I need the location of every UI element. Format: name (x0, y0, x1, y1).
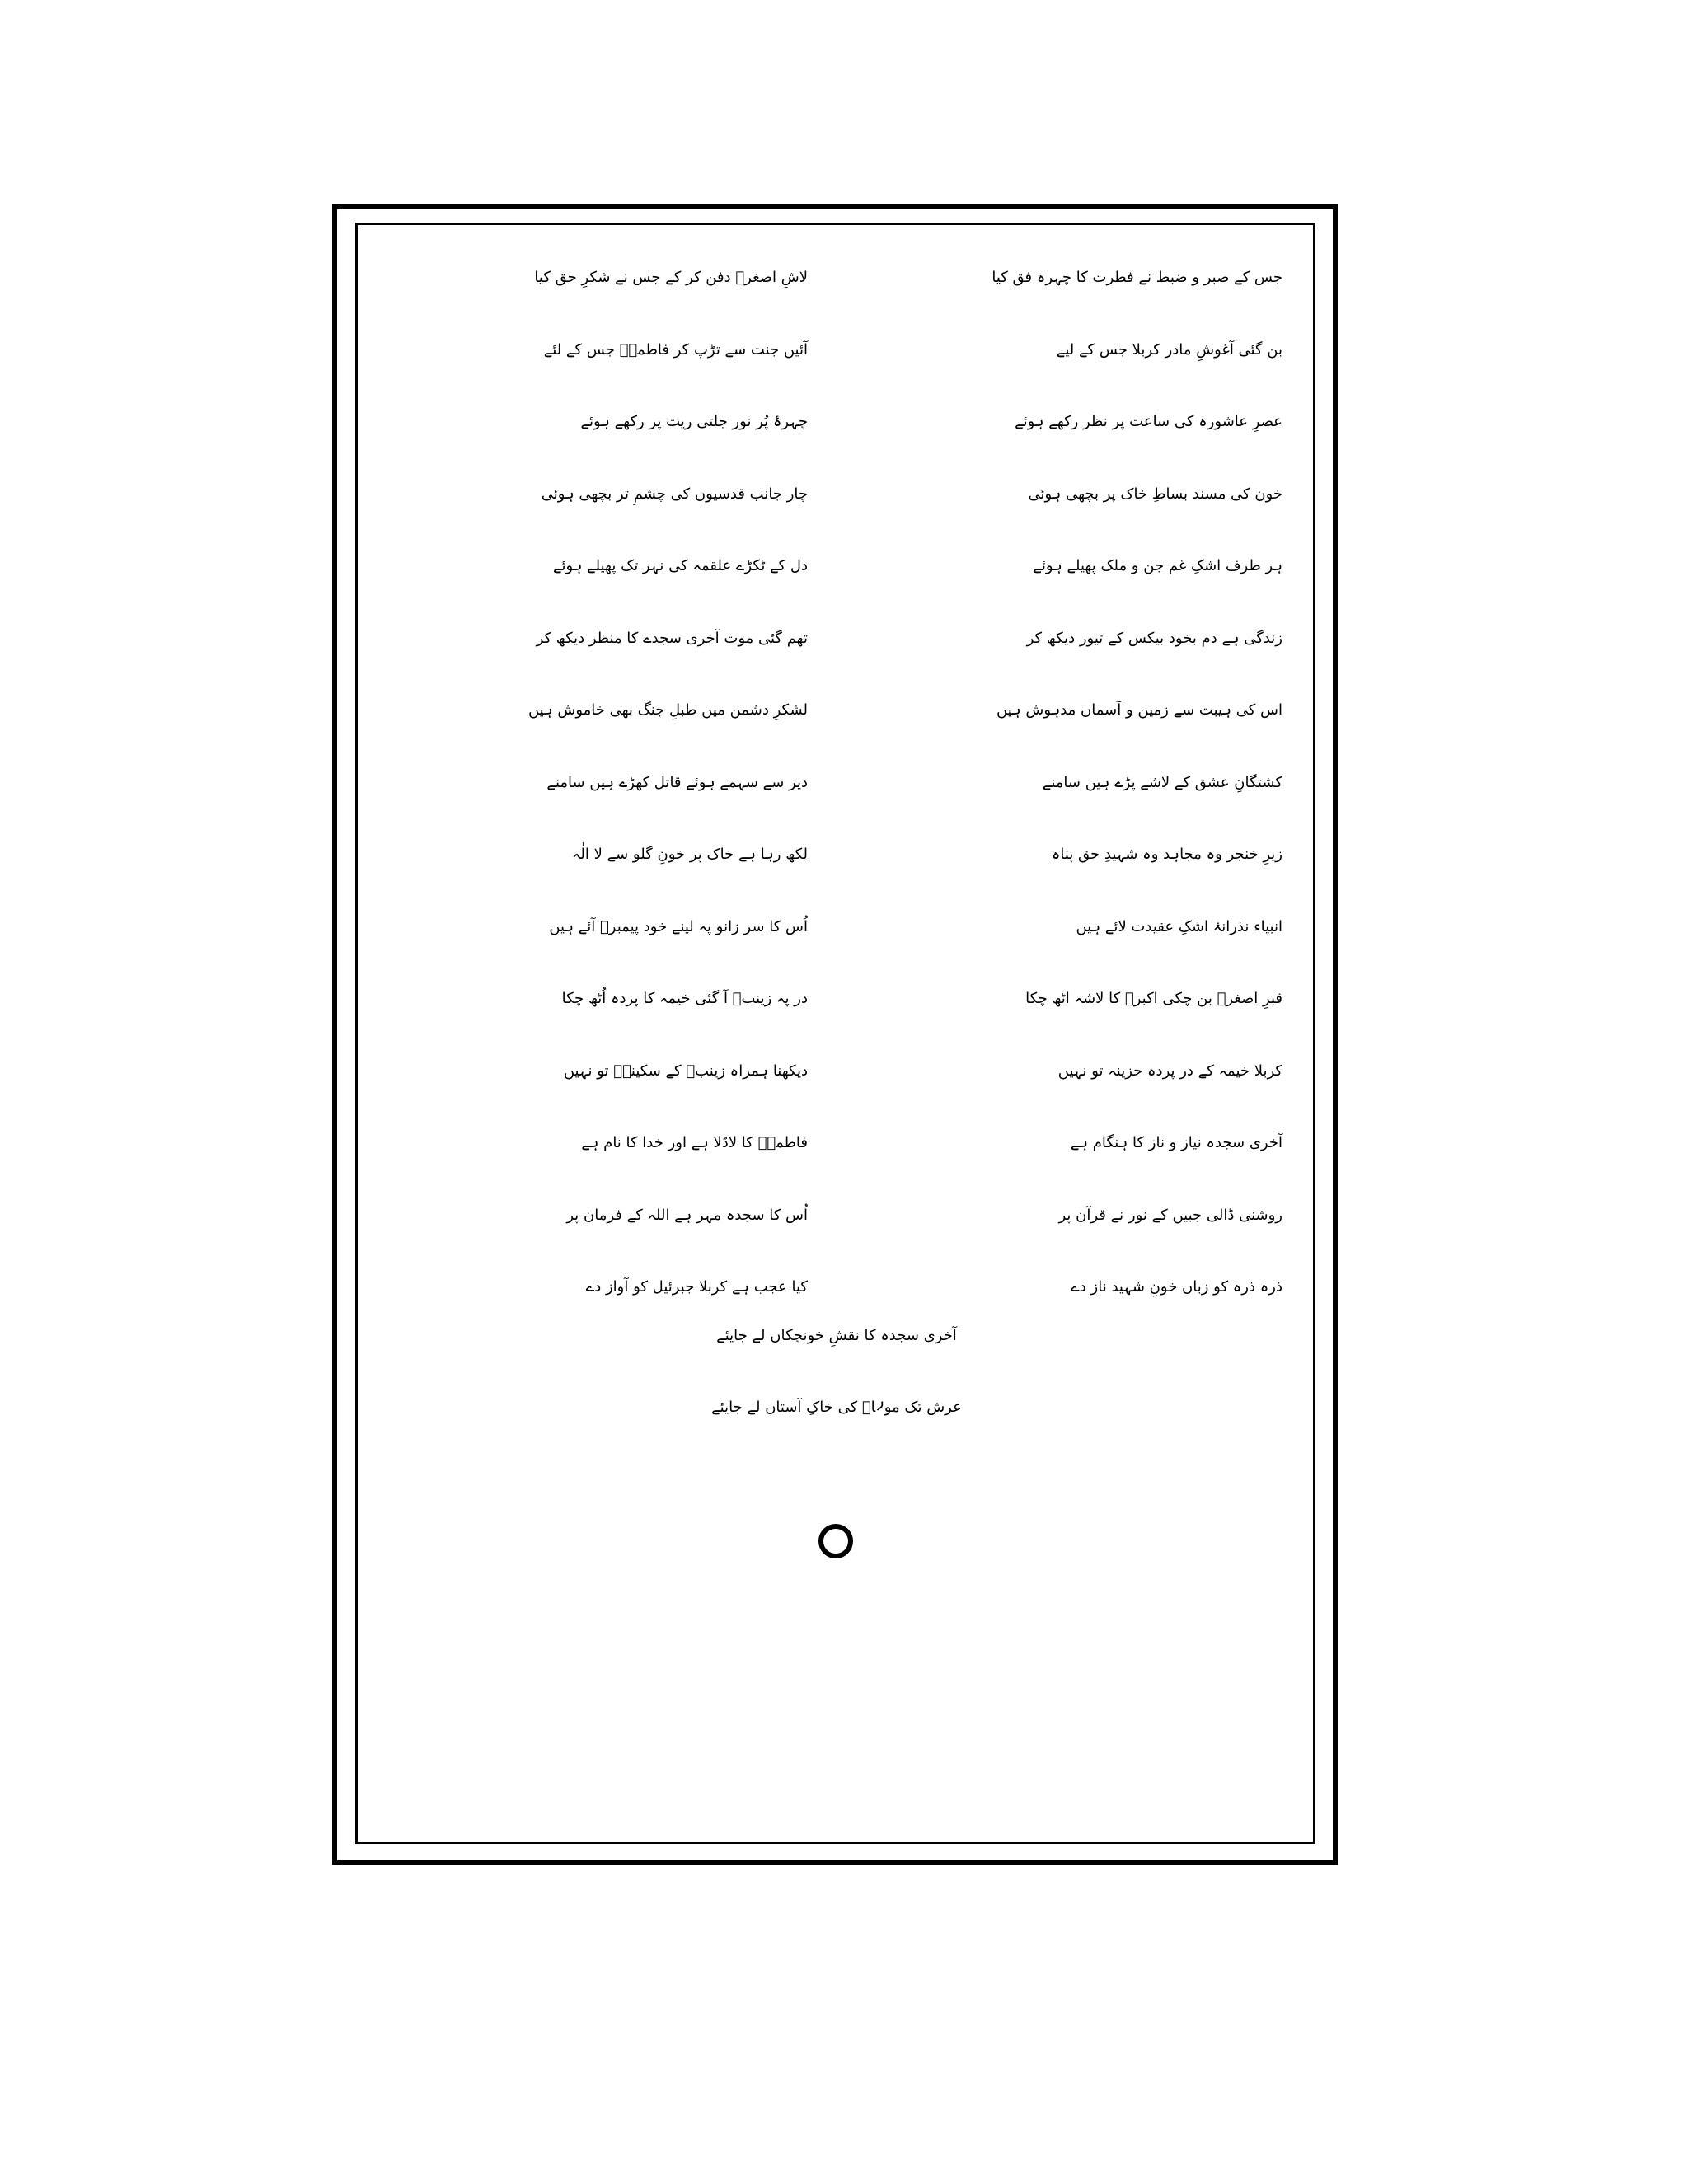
hemistich-right: اس کی ہیبت سے زمین و آسماں مدہوش ہیں (996, 701, 1282, 719)
hemistich-left: چہرۂ پُر نور جلتی ریت پر رکھے ہوئے (580, 413, 808, 430)
hemistich-left: تھم گئی موت آخری سجدے کا منظر دیکھ کر (536, 629, 808, 647)
hemistich-left: لشکرِ دشمن میں طبلِ جنگ بھی خاموش ہیں (528, 701, 808, 719)
hemistich-right: زیرِ خنجر وہ مجاہد وہ شہیدِ حق پناہ (1051, 846, 1282, 863)
couplet (363, 747, 1311, 819)
couplet (363, 458, 1311, 531)
couplet (363, 386, 1311, 458)
hemistich-right: کشتگانِ عشق کے لاشے پڑے ہیں سامنے (1042, 773, 1282, 791)
couplet (363, 1035, 1311, 1108)
hemistich-right: عصرِ عاشورہ کی ساعت پر نظر رکھے ہوئے (1015, 413, 1282, 430)
hemistich-right: آخری سجدہ نیاز و ناز کا ہنگام ہے (1070, 1134, 1282, 1151)
hemistich-left: دیر سے سہمے ہوئے قاتل کھڑے ہیں سامنے (546, 773, 808, 791)
hemistich-right: زندگی ہے دم بخود بیکس کے تیور دیکھ کر (1026, 629, 1282, 647)
couplet (363, 1179, 1311, 1252)
hemistich-right: کربلا خیمہ کے در پردہ حزینہ تو نہیں (1057, 1062, 1282, 1080)
hemistich-left: در پہ زینبؑ آ گئی خیمہ کا پردہ اُٹھ چکا (561, 990, 808, 1007)
hemistich-right: ہر طرف اشکِ غم جن و ملک پھیلے ہوئے (1033, 557, 1282, 574)
hemistich-right: جس کے صبر و ضبط نے فطرت کا چہرہ فق کیا (992, 269, 1282, 286)
hemistich-right: خون کی مسند بساطِ خاک پر بچھی ہوئی (1028, 485, 1282, 503)
hemistich-left: لاشِ اصغرؑ دفن کر کے جس نے شکرِ حق کیا (534, 269, 808, 286)
hemistich-left: اُس کا سجدہ مہر ہے اللہ کے فرمان پر (566, 1206, 808, 1224)
hemistich-left: دیکھنا ہمراہ زینبؑ کے سکینہؑ تو نہیں (563, 1062, 808, 1080)
closing-line: عرش تک مولاؑ کی خاکِ آستاں لے جایئے (711, 1399, 962, 1416)
hemistich-left: لکھ رہا ہے خاک پر خونِ گلو سے لا الٰہ (571, 846, 808, 863)
couplet (363, 1107, 1311, 1179)
hemistich-left: کیا عجب ہے کربلا جبرئیل کو آواز دے (585, 1278, 808, 1296)
couplet (363, 674, 1311, 747)
couplet (363, 530, 1311, 602)
couplet (363, 602, 1311, 675)
hemistich-right: روشنی ڈالی جبیں کے نور نے قرآن پر (1058, 1206, 1282, 1224)
hemistich-right: انبیاء نذرانۂ اشکِ عقیدت لائے ہیں (1076, 917, 1282, 935)
couplet (363, 891, 1311, 963)
couplet (363, 241, 1311, 314)
hemistich-left: فاطمہؑ کا لاڈلا ہے اور خدا کا نام ہے (581, 1134, 808, 1151)
hemistich-left: آئیں جنت سے تڑپ کر فاطمہؑ جس کے لئے (543, 340, 808, 359)
couplet (363, 963, 1311, 1035)
hemistich-right: بن گئی آغوشِ مادر کربلا جس کے لیے (1056, 340, 1282, 359)
hemistich-left: اُس کا سر زانو پہ لینے خود پیمبرؐ آئے ہیں (549, 917, 808, 935)
closing-couplet (363, 1300, 1311, 1443)
end-circle-icon (818, 1524, 853, 1558)
couplet (363, 314, 1311, 387)
hemistich-left: چار جانب قدسیوں کی چشمِ تر بچھی ہوئی (541, 485, 808, 503)
couplet (363, 818, 1311, 891)
hemistich-left: دل کے ٹکڑے علقمہ کی نہر تک پھیلے ہوئے (553, 557, 808, 574)
hemistich-right: ذرہ ذرہ کو زباں خونِ شہید ناز دے (1071, 1278, 1282, 1296)
verse-grid (363, 241, 1311, 1324)
hemistich-right: قبرِ اصغرؑ بن چکی اکبرؑ کا لاشہ اٹھ چکا (1025, 990, 1282, 1007)
closing-line: آخری سجدہ کا نقشِ خونچکاں لے جایئے (716, 1327, 957, 1344)
